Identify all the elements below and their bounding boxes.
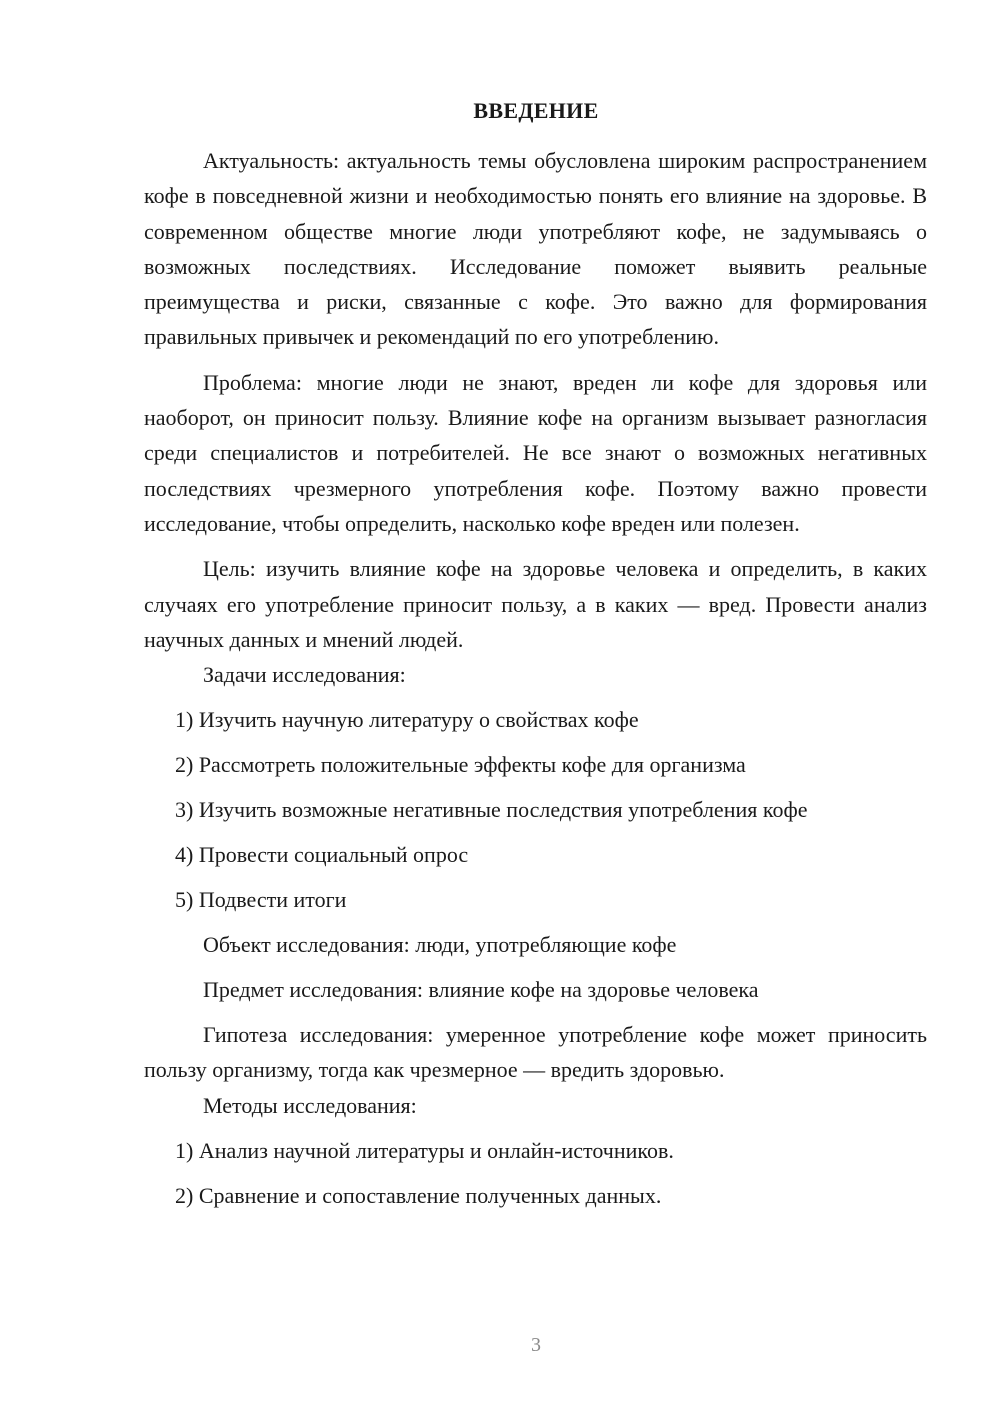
task-item: 3) Изучить возможные негативные последствия употребления кофе	[175, 797, 808, 823]
relevance-paragraph: Актуальность: актуальность темы обусловлена широким распространением кофе в повседневной жизни и необходимостью понять его влияние на здоровье. В современном обществе многие люди употребляют кофе, не задумываясь о возможных последствиях. Исследование поможет выявить реальные преимущества и риски, связанные с кофе. Это важно для формирования правильных привычек и рекомендаций по его употреблению.	[144, 148, 927, 350]
research-object: Объект исследования: люди, употребляющие кофе	[203, 932, 677, 958]
goal-paragraph: Цель: изучить влияние кофе на здоровье человека и определить, в каких случаях его употребление приносит пользу, а в каких — вред. Провести анализ научных данных и мнений людей.	[144, 556, 927, 652]
research-subject: Предмет исследования: влияние кофе на здоровье человека	[203, 977, 759, 1003]
task-item: 5) Подвести итоги	[175, 887, 347, 913]
tasks-heading: Задачи исследования:	[203, 662, 406, 688]
page-body	[144, 143, 927, 1223]
method-item: 1) Анализ научной литературы и онлайн-источников.	[175, 1137, 674, 1163]
task-item: 4) Провести социальный опрос	[175, 842, 469, 868]
task-item: 1) Изучить научную литературу о свойствах кофе	[175, 707, 639, 733]
methods-heading: Методы исследования:	[203, 1092, 417, 1118]
task-item: 2) Рассмотреть положительные эффекты кофе для организма	[175, 752, 746, 778]
hypothesis-paragraph: Гипотеза исследования: умеренное употребление кофе может приносить пользу организму, тогда как чрезмерное — вредить здоровью.	[144, 1022, 927, 1083]
method-item: 2) Сравнение и сопоставление полученных данных.	[175, 1182, 662, 1208]
problem-paragraph: Проблема: многие люди не знают, вреден ли кофе для здоровья или наоборот, он приносит пользу. Влияние кофе на организм вызывает разногласия среди специалистов и потребителей. Не все знают о возможных негативных последствиях чрезмерного употребления кофе. Поэтому важно провести исследование, чтобы определить, насколько кофе вреден или полезен.	[144, 369, 927, 536]
page-number: 3	[531, 1334, 541, 1356]
page-title: ВВЕДЕНИЕ	[473, 98, 599, 123]
